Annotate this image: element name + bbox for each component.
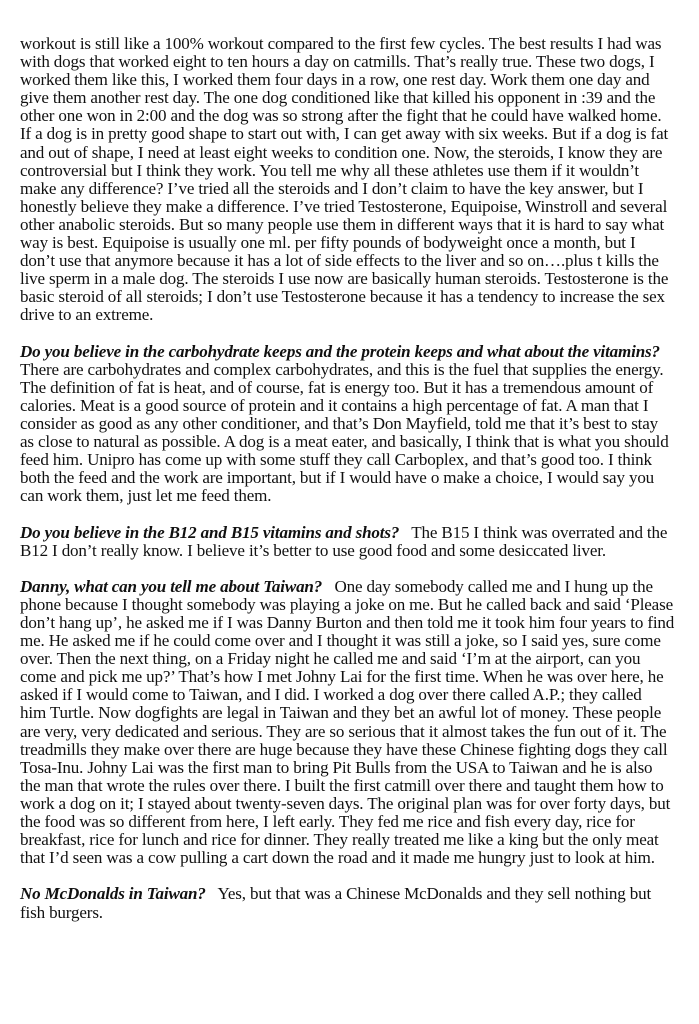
answer-text: as close to natural as possible. A dog is a meat eater, and basically, I think that is what you should — [20, 432, 669, 452]
paragraph — [20, 35, 690, 325]
answer-text: with dogs that worked eight to ten hours a day on catmills. That’s really true. These two dogs, I — [20, 52, 655, 72]
answer-text: basic steroid of all steroids; I don’t use Testosterone because it has a tendency to increase the sex — [20, 287, 665, 307]
document-page — [20, 35, 690, 940]
answer-text: honestly believe they make a difference. I’ve tried Testosterone, Equipoise, Winstroll and several — [20, 196, 668, 216]
interview-question: Danny, what can you tell me about Taiwan? — [20, 576, 323, 596]
text-line — [20, 831, 684, 849]
text-line — [20, 216, 684, 234]
text-line — [20, 795, 684, 813]
text-line — [20, 704, 684, 722]
answer-text: controversial but I think they work. You tell me why all these athletes use them if it wouldn’t — [20, 160, 640, 180]
answer-text: and out of shape, I need at least eight weeks to condition one. Now, the steroids, I know they are — [20, 142, 663, 162]
answer-text: breakfast, rice for lunch and rice for dinner. They really treated me like a king but the only meat — [20, 830, 659, 850]
answer-text: The definition of fat is heat, and of course, fat is energy too. But it has a tremendous amount of — [20, 377, 654, 397]
text-line — [20, 35, 684, 53]
answer-text: Yes, but that was a Chinese McDonalds and they sell nothing but — [205, 884, 652, 904]
text-line — [20, 632, 684, 650]
text-line — [20, 162, 684, 180]
answer-text: me. He asked me if he could come over and I thought it was still a joke, so I said yes, sure come — [20, 631, 661, 651]
text-line — [20, 668, 684, 686]
text-line — [20, 234, 684, 252]
interview-question: Do you believe in the B12 and B15 vitamins and shots? — [20, 522, 400, 542]
text-line — [20, 614, 684, 632]
answer-text: the food was so different from here, I left early. They fed me rice and fish every day, rice for — [20, 812, 635, 832]
text-line — [20, 144, 684, 162]
text-line — [20, 650, 684, 668]
text-line — [20, 723, 684, 741]
text-line — [20, 361, 684, 379]
text-line — [20, 180, 684, 198]
text-line — [20, 53, 684, 71]
text-line — [20, 578, 684, 596]
answer-text: There are carbohydrates and complex carbohydrates, and this is the fuel that supplies the energy. — [20, 359, 664, 379]
answer-text: worked them like this, I worked them four days in a row, one rest day. Work them one day and — [20, 70, 650, 90]
text-line — [20, 198, 684, 216]
answer-text: The B15 I think was overrated and the — [399, 522, 668, 542]
text-line — [20, 379, 684, 397]
answer-text: work a dog on it; I stayed about twenty-seven days. The original plan was for over forty days, but — [20, 793, 671, 813]
text-line — [20, 813, 684, 831]
answer-text: calories. Meat is a good source of protein and it contains a high percentage of fat. A man that I — [20, 395, 649, 415]
answer-text: are very, very dedicated and serious. They are so serious that it almost takes the fun out of it. The — [20, 721, 667, 741]
answer-text: over. Then the next thing, on a Friday night he called me and said ‘I’m at the airport, can you — [20, 649, 641, 669]
text-line — [20, 596, 684, 614]
answer-text: drive to an extreme. — [20, 305, 154, 325]
text-line — [20, 849, 684, 867]
answer-text: treadmills they make over there are huge because they have these Chinese fighting dogs they call — [20, 739, 668, 759]
answer-text: One day somebody called me and I hung up the — [322, 576, 653, 596]
text-line — [20, 433, 684, 451]
answer-text: If a dog is in pretty good shape to start out with, I can get away with six weeks. But if a dog is fat — [20, 124, 669, 144]
answer-text: Tosa-Inu. Johny Lai was the first man to bring Pit Bulls from the USA to Taiwan and he is also — [20, 757, 653, 777]
answer-text: phone because I thought somebody was playing a joke on me. But he called back and said ‘Please — [20, 594, 673, 614]
answer-text: live sperm in a male dog. The steroids I use now are basically human steroids. Testosterone is the — [20, 269, 669, 289]
answer-text: workout is still like a 100% workout compared to the first few cycles. The best results I had was — [20, 34, 662, 53]
paragraph — [20, 885, 690, 921]
interview-question: No McDonalds in Taiwan? — [20, 884, 206, 904]
text-line — [20, 89, 684, 107]
text-line — [20, 524, 684, 542]
text-line — [20, 343, 684, 361]
paragraph — [20, 524, 690, 560]
paragraph — [20, 343, 690, 506]
answer-text: the man that wrote the rules over there. I built the first catmill over there and taught them how to — [20, 775, 664, 795]
text-line — [20, 415, 684, 433]
answer-text: asked if I would come to Taiwan, and I did. I worked a dog over there called A.P.; they called — [20, 685, 642, 705]
answer-text: feed him. Unipro has come up with some stuff they call Carboplex, and that’s good too. I think — [20, 450, 652, 470]
answer-text: other one won in 2:00 and the dog was so strong after the fight that he could have walked home. — [20, 106, 662, 126]
text-line — [20, 306, 684, 324]
answer-text: can work them, just let me feed them. — [20, 486, 272, 506]
answer-text: way is best. Equipoise is usually one ml. per fifty pounds of bodyweight once a month, but I — [20, 233, 636, 253]
answer-text: consider as good as any other conditioner, and that’s Don Mayfield, told me that it’s best to stay — [20, 413, 659, 433]
text-line — [20, 741, 684, 759]
answer-text: come and pick me up?’ That’s how I met Johny Lai for the first time. When he was over here, he — [20, 667, 664, 687]
answer-text: don’t use that anymore because it has a lot of side effects to the liver and so on….plus t kills the — [20, 251, 659, 271]
answer-text: make any difference? I’ve tried all the steroids and I don’t claim to have the key answer, but I — [20, 178, 644, 198]
text-line — [20, 270, 684, 288]
text-line — [20, 885, 684, 903]
answer-text: B12 I don’t really know. I believe it’s better to use good food and some desiccated liver. — [20, 540, 606, 560]
answer-text: both the feed and the work are important, but if I would have o make a choice, I would say you — [20, 468, 655, 488]
answer-text: him Turtle. Now dogfights are legal in Taiwan and they bet an awful lot of money. These people — [20, 703, 662, 723]
text-line — [20, 125, 684, 143]
text-line — [20, 542, 684, 560]
answer-text: fish burgers. — [20, 902, 103, 922]
answer-text: other anabolic steroids. But so many people use them in different ways that it is hard to say what — [20, 214, 665, 234]
text-line — [20, 686, 684, 704]
text-line — [20, 759, 684, 777]
answer-text: give them another rest day. The one dog conditioned like that killed his opponent in :39 and the — [20, 88, 656, 108]
text-line — [20, 487, 684, 505]
text-line — [20, 71, 684, 89]
text-line — [20, 397, 684, 415]
paragraph — [20, 578, 690, 868]
text-line — [20, 252, 684, 270]
answer-text: don’t hang up’, he asked me if I was Danny Burton and then told me it took him four years to find — [20, 613, 675, 632]
text-line — [20, 469, 684, 487]
text-line — [20, 451, 684, 469]
text-line — [20, 777, 684, 795]
text-line — [20, 288, 684, 306]
text-line — [20, 904, 684, 922]
answer-text: that I’d seen was a cow pulling a cart down the road and it made me hungry just to look at him. — [20, 848, 655, 868]
interview-question: Do you believe in the carbohydrate keeps and the protein keeps and what about the vitamins? — [20, 341, 660, 361]
text-line — [20, 107, 684, 125]
